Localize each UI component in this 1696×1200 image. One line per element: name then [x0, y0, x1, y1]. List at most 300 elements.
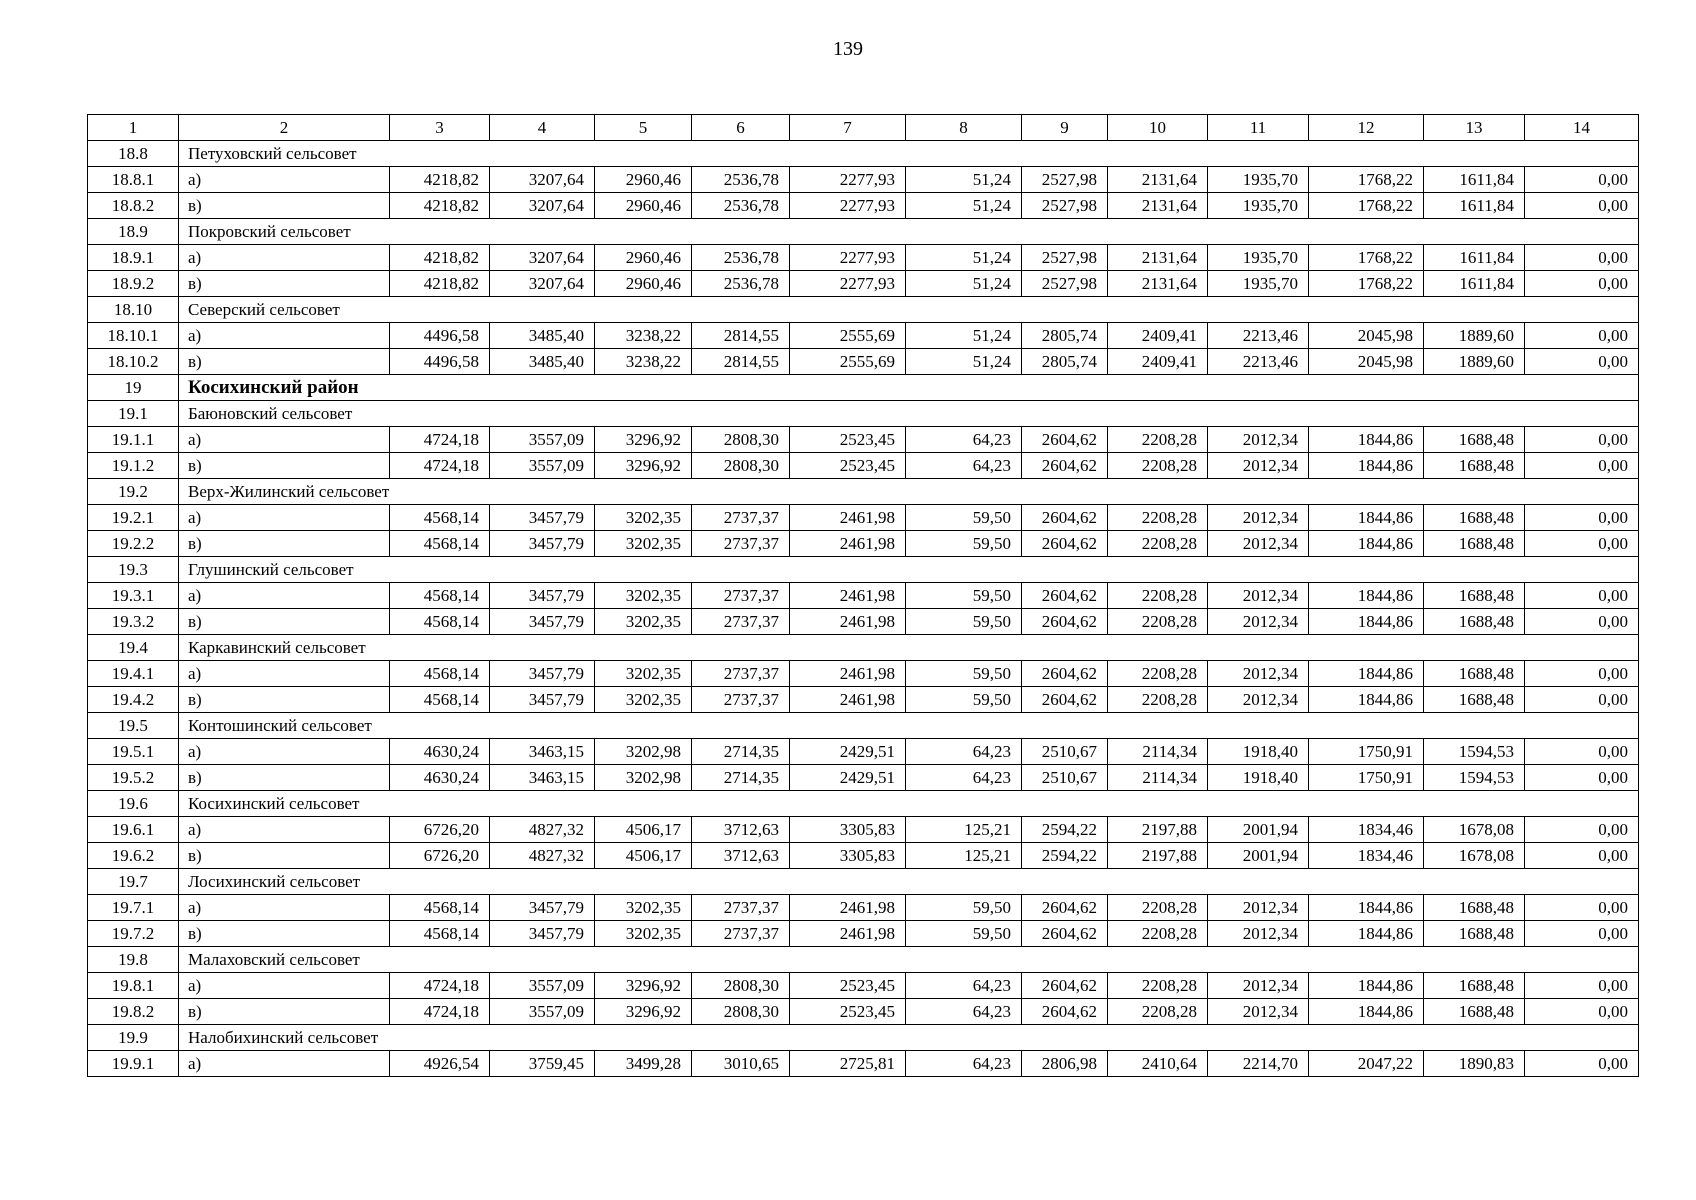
value-cell: 3499,28: [595, 1051, 692, 1077]
section-title: Контошинский сельсовет: [179, 713, 1639, 739]
value-cell: 1688,48: [1424, 661, 1525, 687]
value-cell: 4724,18: [390, 453, 490, 479]
column-header: 6: [692, 115, 790, 141]
row-label: а): [179, 739, 390, 765]
region-title: Косихинский район: [179, 375, 1639, 401]
value-cell: 2604,62: [1022, 427, 1108, 453]
value-cell: 3202,35: [595, 895, 692, 921]
value-cell: 59,50: [906, 921, 1022, 947]
value-cell: 0,00: [1525, 843, 1639, 869]
value-cell: 1768,22: [1309, 245, 1424, 271]
value-cell: 51,24: [906, 193, 1022, 219]
value-cell: 4630,24: [390, 739, 490, 765]
value-cell: 2277,93: [790, 271, 906, 297]
section-title: Северский сельсовет: [179, 297, 1639, 323]
row-label: а): [179, 167, 390, 193]
row-code: 18.8.1: [88, 167, 179, 193]
section-title: Малаховский сельсовет: [179, 947, 1639, 973]
value-cell: 3202,35: [595, 531, 692, 557]
value-cell: 0,00: [1525, 739, 1639, 765]
value-cell: 2131,64: [1108, 271, 1208, 297]
table-row: [88, 765, 1639, 791]
section-title: Косихинский сельсовет: [179, 791, 1639, 817]
row-label: а): [179, 427, 390, 453]
value-cell: 4218,82: [390, 245, 490, 271]
value-cell: 0,00: [1525, 193, 1639, 219]
value-cell: 2208,28: [1108, 661, 1208, 687]
value-cell: 2527,98: [1022, 167, 1108, 193]
value-cell: 2737,37: [692, 583, 790, 609]
table-row: [88, 843, 1639, 869]
value-cell: 2604,62: [1022, 921, 1108, 947]
row-label: в): [179, 193, 390, 219]
value-cell: 1889,60: [1424, 323, 1525, 349]
value-cell: 1594,53: [1424, 739, 1525, 765]
section-row: [88, 401, 1639, 427]
table-row: [88, 817, 1639, 843]
section-row: [88, 635, 1639, 661]
value-cell: 2737,37: [692, 609, 790, 635]
table-row: [88, 583, 1639, 609]
column-header: 3: [390, 115, 490, 141]
value-cell: 2131,64: [1108, 167, 1208, 193]
value-cell: 2012,34: [1208, 531, 1309, 557]
value-cell: 1844,86: [1309, 531, 1424, 557]
value-cell: 1688,48: [1424, 427, 1525, 453]
value-cell: 1844,86: [1309, 999, 1424, 1025]
value-cell: 2461,98: [790, 583, 906, 609]
value-cell: 2213,46: [1208, 349, 1309, 375]
value-cell: 0,00: [1525, 1051, 1639, 1077]
value-cell: 3463,15: [490, 765, 595, 791]
row-code: 19.9: [88, 1025, 179, 1051]
value-cell: 1688,48: [1424, 973, 1525, 999]
value-cell: 2714,35: [692, 739, 790, 765]
value-cell: 2114,34: [1108, 765, 1208, 791]
value-cell: 2527,98: [1022, 271, 1108, 297]
value-cell: 2523,45: [790, 999, 906, 1025]
value-cell: 1750,91: [1309, 739, 1424, 765]
value-cell: 3485,40: [490, 349, 595, 375]
value-cell: 1844,86: [1309, 895, 1424, 921]
row-code: 19.6.2: [88, 843, 179, 869]
value-cell: 2536,78: [692, 167, 790, 193]
row-code: 18.8.2: [88, 193, 179, 219]
value-cell: 59,50: [906, 531, 1022, 557]
column-header: 9: [1022, 115, 1108, 141]
value-cell: 125,21: [906, 843, 1022, 869]
row-label: в): [179, 687, 390, 713]
value-cell: 2604,62: [1022, 505, 1108, 531]
value-cell: 2461,98: [790, 687, 906, 713]
row-code: 19.1.2: [88, 453, 179, 479]
value-cell: 3207,64: [490, 271, 595, 297]
value-cell: 3202,35: [595, 609, 692, 635]
value-cell: 64,23: [906, 973, 1022, 999]
value-cell: 1611,84: [1424, 167, 1525, 193]
row-code: 19.4: [88, 635, 179, 661]
row-label: в): [179, 921, 390, 947]
row-label: а): [179, 583, 390, 609]
value-cell: 3457,79: [490, 531, 595, 557]
section-row: [88, 141, 1639, 167]
value-cell: 1844,86: [1309, 505, 1424, 531]
row-label: в): [179, 843, 390, 869]
value-cell: 1768,22: [1309, 193, 1424, 219]
section-title: Лосихинский сельсовет: [179, 869, 1639, 895]
value-cell: 1611,84: [1424, 245, 1525, 271]
row-code: 19.5.2: [88, 765, 179, 791]
value-cell: 4506,17: [595, 843, 692, 869]
value-cell: 2213,46: [1208, 323, 1309, 349]
value-cell: 1890,83: [1424, 1051, 1525, 1077]
value-cell: 0,00: [1525, 505, 1639, 531]
table-row: [88, 687, 1639, 713]
value-cell: 59,50: [906, 609, 1022, 635]
value-cell: 59,50: [906, 505, 1022, 531]
value-cell: 3557,09: [490, 999, 595, 1025]
value-cell: 2012,34: [1208, 687, 1309, 713]
value-cell: 3557,09: [490, 973, 595, 999]
value-cell: 3305,83: [790, 817, 906, 843]
column-header: 1: [88, 115, 179, 141]
value-cell: 1688,48: [1424, 609, 1525, 635]
value-cell: 2208,28: [1108, 453, 1208, 479]
row-code: 18.10.2: [88, 349, 179, 375]
value-cell: 3557,09: [490, 453, 595, 479]
value-cell: 2536,78: [692, 193, 790, 219]
value-cell: 4827,32: [490, 843, 595, 869]
row-code: 19.6: [88, 791, 179, 817]
value-cell: 1935,70: [1208, 245, 1309, 271]
value-cell: 2808,30: [692, 973, 790, 999]
table-row: [88, 739, 1639, 765]
column-header: 14: [1525, 115, 1639, 141]
row-code: 19.3.2: [88, 609, 179, 635]
table-row: [88, 323, 1639, 349]
value-cell: 51,24: [906, 323, 1022, 349]
row-code: 18.10.1: [88, 323, 179, 349]
value-cell: 2960,46: [595, 193, 692, 219]
table-row: [88, 973, 1639, 999]
row-code: 19.1: [88, 401, 179, 427]
value-cell: 0,00: [1525, 973, 1639, 999]
table-row: [88, 167, 1639, 193]
row-code: 19.5.1: [88, 739, 179, 765]
value-cell: 2131,64: [1108, 193, 1208, 219]
row-code: 19.5: [88, 713, 179, 739]
value-cell: 2808,30: [692, 427, 790, 453]
value-cell: 4724,18: [390, 973, 490, 999]
section-title: Баюновский сельсовет: [179, 401, 1639, 427]
value-cell: 125,21: [906, 817, 1022, 843]
row-label: а): [179, 245, 390, 271]
value-cell: 1935,70: [1208, 167, 1309, 193]
value-cell: 2409,41: [1108, 323, 1208, 349]
value-cell: 2410,64: [1108, 1051, 1208, 1077]
value-cell: 2197,88: [1108, 817, 1208, 843]
row-code: 19.2.2: [88, 531, 179, 557]
value-cell: 2409,41: [1108, 349, 1208, 375]
value-cell: 2277,93: [790, 167, 906, 193]
section-row: [88, 947, 1639, 973]
value-cell: 2012,34: [1208, 661, 1309, 687]
value-cell: 3207,64: [490, 193, 595, 219]
value-cell: 64,23: [906, 453, 1022, 479]
section-row: [88, 1025, 1639, 1051]
table-row: [88, 895, 1639, 921]
value-cell: 6726,20: [390, 843, 490, 869]
value-cell: 3202,35: [595, 661, 692, 687]
value-cell: 2814,55: [692, 323, 790, 349]
table-row: [88, 453, 1639, 479]
table-row: [88, 349, 1639, 375]
value-cell: 2208,28: [1108, 687, 1208, 713]
column-header: 10: [1108, 115, 1208, 141]
value-cell: 2737,37: [692, 687, 790, 713]
column-header: 12: [1309, 115, 1424, 141]
value-cell: 4724,18: [390, 999, 490, 1025]
section-row: [88, 479, 1639, 505]
value-cell: 2555,69: [790, 349, 906, 375]
row-label: а): [179, 973, 390, 999]
section-title: Глушинский сельсовет: [179, 557, 1639, 583]
value-cell: 1611,84: [1424, 271, 1525, 297]
value-cell: 2012,34: [1208, 427, 1309, 453]
row-code: 19: [88, 375, 179, 401]
value-cell: 2012,34: [1208, 609, 1309, 635]
value-cell: 2604,62: [1022, 583, 1108, 609]
value-cell: 0,00: [1525, 453, 1639, 479]
value-cell: 3457,79: [490, 661, 595, 687]
value-cell: 3463,15: [490, 739, 595, 765]
value-cell: 2461,98: [790, 505, 906, 531]
column-header: 4: [490, 115, 595, 141]
value-cell: 2604,62: [1022, 999, 1108, 1025]
value-cell: 0,00: [1525, 323, 1639, 349]
value-cell: 1768,22: [1309, 271, 1424, 297]
value-cell: 1918,40: [1208, 739, 1309, 765]
section-title: Покровский сельсовет: [179, 219, 1639, 245]
value-cell: 2012,34: [1208, 921, 1309, 947]
value-cell: 3457,79: [490, 895, 595, 921]
value-cell: 1844,86: [1309, 661, 1424, 687]
value-cell: 1688,48: [1424, 583, 1525, 609]
section-row: [88, 713, 1639, 739]
value-cell: 2277,93: [790, 245, 906, 271]
value-cell: 0,00: [1525, 167, 1639, 193]
row-label: в): [179, 271, 390, 297]
row-code: 19.8.1: [88, 973, 179, 999]
value-cell: 4568,14: [390, 609, 490, 635]
row-label: в): [179, 609, 390, 635]
row-code: 19.7.2: [88, 921, 179, 947]
value-cell: 0,00: [1525, 661, 1639, 687]
value-cell: 4218,82: [390, 193, 490, 219]
value-cell: 2737,37: [692, 531, 790, 557]
value-cell: 1844,86: [1309, 921, 1424, 947]
value-cell: 2208,28: [1108, 999, 1208, 1025]
value-cell: 2960,46: [595, 271, 692, 297]
value-cell: 4827,32: [490, 817, 595, 843]
value-cell: 2208,28: [1108, 583, 1208, 609]
value-cell: 2604,62: [1022, 609, 1108, 635]
table-row: [88, 999, 1639, 1025]
value-cell: 1918,40: [1208, 765, 1309, 791]
table-row: [88, 271, 1639, 297]
value-cell: 4568,14: [390, 661, 490, 687]
value-cell: 2012,34: [1208, 999, 1309, 1025]
row-code: 19.6.1: [88, 817, 179, 843]
value-cell: 1688,48: [1424, 999, 1525, 1025]
value-cell: 4568,14: [390, 895, 490, 921]
row-code: 19.4.2: [88, 687, 179, 713]
value-cell: 1688,48: [1424, 687, 1525, 713]
value-cell: 3238,22: [595, 349, 692, 375]
value-cell: 2527,98: [1022, 193, 1108, 219]
value-cell: 0,00: [1525, 583, 1639, 609]
row-code: 18.8: [88, 141, 179, 167]
value-cell: 3010,65: [692, 1051, 790, 1077]
row-label: в): [179, 765, 390, 791]
table-row: [88, 427, 1639, 453]
value-cell: 1844,86: [1309, 973, 1424, 999]
table-row: [88, 1051, 1639, 1077]
value-cell: 2461,98: [790, 609, 906, 635]
value-cell: 3485,40: [490, 323, 595, 349]
value-cell: 2960,46: [595, 245, 692, 271]
row-code: 18.10: [88, 297, 179, 323]
value-cell: 1935,70: [1208, 271, 1309, 297]
row-label: а): [179, 817, 390, 843]
row-label: в): [179, 453, 390, 479]
section-row: [88, 557, 1639, 583]
value-cell: 59,50: [906, 583, 1022, 609]
value-cell: 1678,08: [1424, 843, 1525, 869]
value-cell: 2461,98: [790, 661, 906, 687]
value-cell: 64,23: [906, 999, 1022, 1025]
value-cell: 2012,34: [1208, 453, 1309, 479]
value-cell: 3296,92: [595, 973, 692, 999]
table-row: [88, 531, 1639, 557]
value-cell: 2805,74: [1022, 349, 1108, 375]
value-cell: 2536,78: [692, 245, 790, 271]
value-cell: 4568,14: [390, 505, 490, 531]
value-cell: 64,23: [906, 739, 1022, 765]
column-header: 7: [790, 115, 906, 141]
row-label: а): [179, 895, 390, 921]
value-cell: 2604,62: [1022, 453, 1108, 479]
value-cell: 2737,37: [692, 505, 790, 531]
value-cell: 4496,58: [390, 349, 490, 375]
column-header: 13: [1424, 115, 1525, 141]
value-cell: 1889,60: [1424, 349, 1525, 375]
value-cell: 1844,86: [1309, 687, 1424, 713]
value-cell: 2001,94: [1208, 817, 1309, 843]
value-cell: 3296,92: [595, 453, 692, 479]
value-cell: 2604,62: [1022, 687, 1108, 713]
value-cell: 2214,70: [1208, 1051, 1309, 1077]
section-title: Петуховский сельсовет: [179, 141, 1639, 167]
value-cell: 2114,34: [1108, 739, 1208, 765]
row-code: 19.8.2: [88, 999, 179, 1025]
value-cell: 2510,67: [1022, 739, 1108, 765]
value-cell: 3557,09: [490, 427, 595, 453]
row-code: 19.8: [88, 947, 179, 973]
value-cell: 4568,14: [390, 583, 490, 609]
row-label: в): [179, 999, 390, 1025]
row-code: 19.3: [88, 557, 179, 583]
value-cell: 2208,28: [1108, 895, 1208, 921]
value-cell: 3457,79: [490, 921, 595, 947]
value-cell: 1688,48: [1424, 921, 1525, 947]
value-cell: 2208,28: [1108, 973, 1208, 999]
value-cell: 2725,81: [790, 1051, 906, 1077]
value-cell: 2461,98: [790, 531, 906, 557]
value-cell: 64,23: [906, 1051, 1022, 1077]
column-header: 2: [179, 115, 390, 141]
value-cell: 1678,08: [1424, 817, 1525, 843]
value-cell: 2604,62: [1022, 661, 1108, 687]
value-cell: 2737,37: [692, 661, 790, 687]
value-cell: 2808,30: [692, 453, 790, 479]
value-cell: 6726,20: [390, 817, 490, 843]
value-cell: 3202,35: [595, 505, 692, 531]
value-cell: 1594,53: [1424, 765, 1525, 791]
row-code: 19.7.1: [88, 895, 179, 921]
value-cell: 64,23: [906, 427, 1022, 453]
value-cell: 1768,22: [1309, 167, 1424, 193]
value-cell: 2131,64: [1108, 245, 1208, 271]
section-row: [88, 219, 1639, 245]
section-row: [88, 297, 1639, 323]
table-row: [88, 193, 1639, 219]
value-cell: 2527,98: [1022, 245, 1108, 271]
value-cell: 3759,45: [490, 1051, 595, 1077]
value-cell: 1844,86: [1309, 609, 1424, 635]
value-cell: 0,00: [1525, 245, 1639, 271]
value-cell: 1688,48: [1424, 505, 1525, 531]
row-code: 19.4.1: [88, 661, 179, 687]
value-cell: 2208,28: [1108, 609, 1208, 635]
column-header: 8: [906, 115, 1022, 141]
row-label: а): [179, 661, 390, 687]
table-row: [88, 505, 1639, 531]
row-label: в): [179, 531, 390, 557]
table-row: [88, 921, 1639, 947]
row-code: 19.2: [88, 479, 179, 505]
value-cell: 3207,64: [490, 245, 595, 271]
value-cell: 2012,34: [1208, 973, 1309, 999]
value-cell: 2808,30: [692, 999, 790, 1025]
value-cell: 51,24: [906, 349, 1022, 375]
value-cell: 2960,46: [595, 167, 692, 193]
section-title: Каркавинский сельсовет: [179, 635, 1639, 661]
row-code: 19.7: [88, 869, 179, 895]
column-header: 5: [595, 115, 692, 141]
value-cell: 4724,18: [390, 427, 490, 453]
value-cell: 59,50: [906, 895, 1022, 921]
value-cell: 2523,45: [790, 453, 906, 479]
value-cell: 2814,55: [692, 349, 790, 375]
value-cell: 2012,34: [1208, 583, 1309, 609]
row-code: 19.9.1: [88, 1051, 179, 1077]
value-cell: 0,00: [1525, 817, 1639, 843]
value-cell: 2510,67: [1022, 765, 1108, 791]
value-cell: 2604,62: [1022, 895, 1108, 921]
value-cell: 3202,98: [595, 765, 692, 791]
section-title: Налобихинский сельсовет: [179, 1025, 1639, 1051]
